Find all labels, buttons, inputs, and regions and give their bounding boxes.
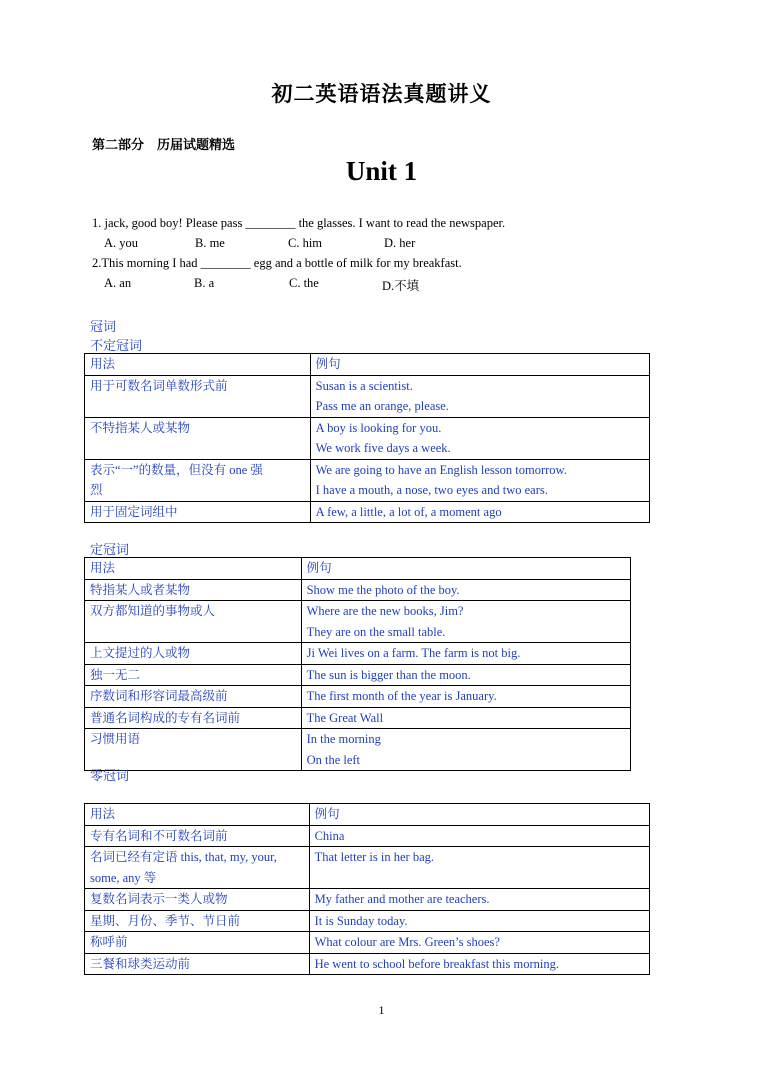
example-cell [301,707,630,729]
usage-line: 用于可数名词单数形式前 [90,378,228,393]
header-example: 例句 [309,804,649,826]
example-line: I have a mouth, a nose, two eyes and two ears. [315,483,548,497]
q1-option-a: A. you [104,236,139,250]
example-cell [310,375,649,417]
page-title: 初二英语语法真题讲义 [271,82,492,106]
example-line: In the morning [306,732,381,746]
table-row [85,953,650,975]
table-row [85,889,650,911]
usage-line: 独一无二 [90,667,141,682]
example-line: It is Sunday today. [314,913,408,928]
header-example: 例句 [301,558,630,580]
question-1: 1. jack, good boy! Please pass ________ the glasses. I want to read the newspaper. [92,216,506,230]
example-line: The sun is bigger than the moon. [306,667,471,682]
usage-line: 复数名词表示一类人或物 [90,892,228,906]
q1-option-c: C. him [288,236,323,250]
table-header-row [85,558,631,580]
example-line: He went to school before breakfast this morning. [314,956,559,971]
example-line: Susan is a scientist. [315,378,413,393]
table-row [85,729,631,771]
unit-heading: Unit 1 [345,156,418,186]
header-usage: 用法 [85,558,302,580]
header-usage: 用法 [85,354,311,376]
usage-cell [85,375,311,417]
example-cell [301,686,630,708]
table-row [85,579,631,601]
usage-cell [85,664,302,686]
example-cell [309,910,649,932]
example-line: Show me the photo of the boy. [306,582,460,597]
part-heading: 第二部分 历届试题精选 [92,137,236,152]
example-line: We work five days a week. [315,441,451,455]
example-line: China [314,828,345,843]
table-header-row [85,354,650,376]
example-line: On the left [306,752,361,767]
table-row [85,932,650,954]
example-cell [309,932,649,954]
usage-line: 用于固定词组中 [90,504,178,519]
usage-line: 上文提过的人或物 [90,646,191,660]
example-cell [309,953,649,975]
zero-table [84,803,650,975]
usage-cell [85,932,310,954]
table-row [85,501,650,523]
example-line: Where are the new books, Jim? [306,604,464,618]
header-example: 例句 [310,354,649,376]
usage-line: some, any 等 [90,870,157,885]
table-row [85,417,650,459]
indefinite-table [84,353,650,523]
usage-cell [85,501,311,523]
table-row [85,910,650,932]
usage-line: 序数词和形容词最高级前 [90,689,228,703]
example-cell [309,847,649,889]
example-line: A boy is looking for you. [315,420,442,435]
example-line: The first month of the year is January. [306,689,497,703]
usage-cell [85,825,310,847]
q2-option-b: B. a [194,276,215,290]
q2-option-d: D.不填 [382,279,420,293]
usage-line: 普通名词构成的专有名词前 [90,710,241,725]
q2-option-c: C. the [289,276,319,290]
usage-line: 专有名词和不可数名词前 [90,828,228,843]
header-usage: 用法 [85,804,310,826]
usage-line: 名词已经有定语 this, that, my, your, [90,850,277,864]
example-line: What colour are Mrs. Green’s shoes? [314,935,500,949]
usage-cell [85,910,310,932]
example-cell [301,729,630,771]
usage-cell [85,707,302,729]
usage-cell [85,686,302,708]
table-row [85,375,650,417]
example-line: We are going to have an English lesson tomorrow. [315,462,567,477]
usage-line: 称呼前 [90,935,128,949]
table-row [85,459,650,501]
table-row [85,847,650,889]
example-line: That letter is in her bag. [314,850,434,864]
table-row [85,664,631,686]
page-number: 1 [378,1003,385,1017]
usage-line: 习惯用语 [90,732,141,746]
usage-cell [85,847,310,889]
example-cell [301,579,630,601]
table-row [85,686,631,708]
example-cell [309,889,649,911]
zero-heading: 零冠词 [90,768,130,783]
usage-line: 双方都知道的事物或人 [90,604,216,618]
example-line: Ji Wei lives on a farm. The farm is not big. [306,646,521,660]
definite-table [84,557,631,771]
usage-line: 表示“一”的数量，但没有 one 强 [90,462,263,477]
example-cell [301,664,630,686]
q1-option-d: D. her [384,236,416,250]
example-line: Pass me an orange, please. [315,399,449,413]
example-cell [301,601,630,643]
usage-cell [85,579,302,601]
usage-line: 三餐和球类运动前 [90,956,191,971]
example-cell [310,417,649,459]
table-row [85,825,650,847]
usage-line: 烈 [90,483,103,497]
section-articles: 冠词 [90,319,117,334]
indefinite-heading: 不定冠词 [90,338,143,353]
table-header-row [85,804,650,826]
usage-cell [85,953,310,975]
usage-cell [85,459,311,501]
usage-line: 星期、月份、季节、节日前 [90,913,241,928]
example-cell [310,501,649,523]
example-cell [310,459,649,501]
table-row [85,643,631,665]
q1-option-b: B. me [195,236,225,250]
definite-heading: 定冠词 [90,542,130,557]
usage-cell [85,889,310,911]
question-2: 2.This morning I had ________ egg and a bottle of milk for my breakfast. [92,256,462,270]
usage-cell [85,417,311,459]
example-line: My father and mother are teachers. [314,892,490,906]
usage-cell [85,601,302,643]
usage-line: 不特指某人或某物 [90,420,191,435]
q2-option-a: A. an [104,276,132,290]
example-cell [309,825,649,847]
table-row [85,707,631,729]
usage-line: 特指某人或者某物 [90,582,191,597]
example-line: They are on the small table. [306,624,446,639]
example-line: A few, a little, a lot of, a moment ago [315,504,502,519]
table-row [85,601,631,643]
example-line: The Great Wall [306,710,384,725]
example-cell [301,643,630,665]
usage-cell [85,643,302,665]
